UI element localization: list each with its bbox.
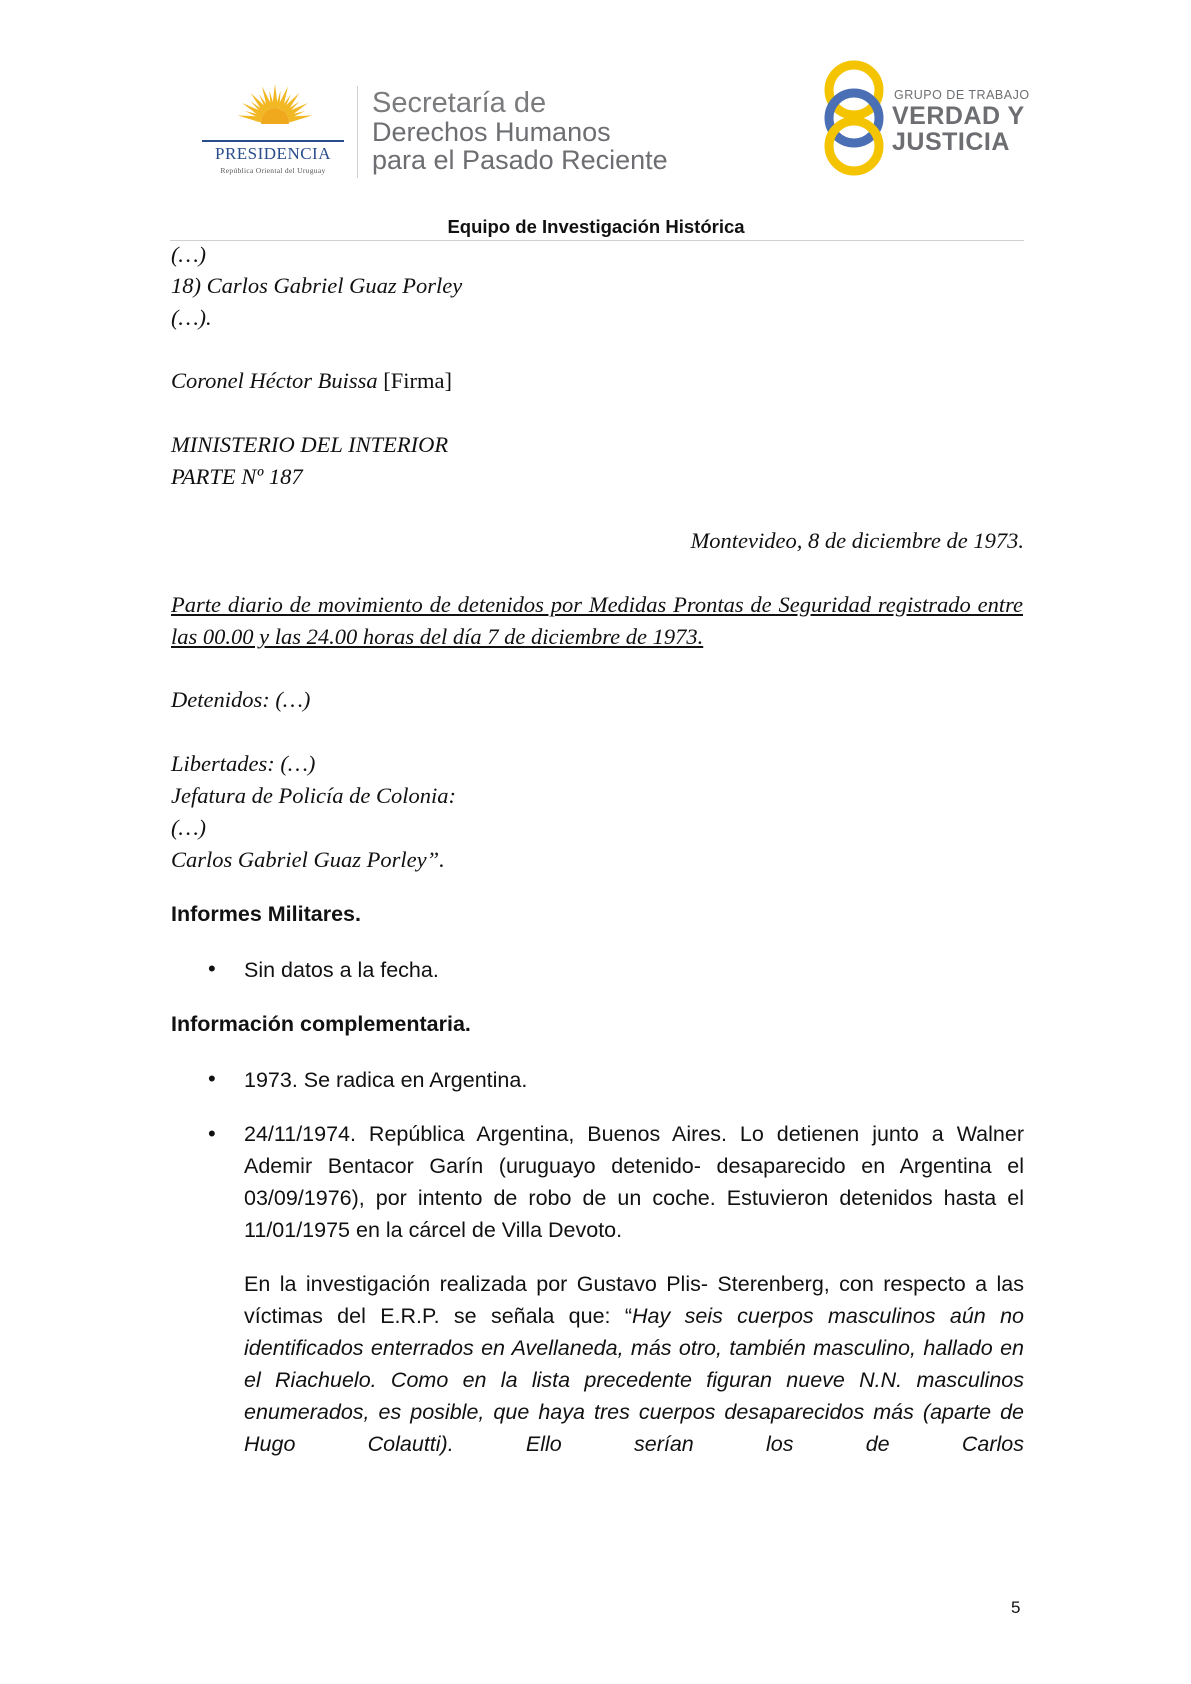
- signature-mark: [Firma]: [383, 368, 453, 393]
- sun-emblem-icon: [238, 82, 312, 142]
- secretaria-line1: Secretaría de: [372, 87, 547, 119]
- detenidos-line: Detenidos: (…): [171, 687, 311, 712]
- ellipsis-2: (…).: [171, 305, 212, 330]
- ellipsis-3: (…): [171, 815, 206, 840]
- ellipsis-1: (…): [171, 242, 206, 267]
- secretaria-line3: para el Pasado Reciente: [372, 145, 668, 175]
- presidencia-title: PRESIDENCIA: [214, 144, 331, 163]
- complementaria-heading: Información complementaria.: [171, 1012, 471, 1036]
- date-line: Montevideo, 8 de diciembre de 1973.: [690, 528, 1024, 553]
- signer-line: [171, 368, 452, 394]
- presidencia-subtitle: República Oriental del Uruguay: [220, 166, 326, 175]
- libertades-line: Libertades: (…): [171, 751, 316, 776]
- item-18: 18) Carlos Gabriel Guaz Porley: [171, 273, 463, 298]
- bullet-icon: •: [208, 1066, 216, 1091]
- subject-paragraph: Parte diario de movimiento de detenidos por Medidas Prontas de Seguridad registrado entre las 00.00 y las 24.00 horas del día 7 de diciembre de 1973.: [171, 592, 1023, 649]
- verdad-justicia-logo: [818, 58, 1028, 180]
- investigation-paragraph: [244, 1268, 1024, 1460]
- presidencia-rule: [202, 140, 344, 142]
- secretaria-line2: Derechos Humanos: [372, 117, 611, 147]
- signer-name: Coronel Héctor Buissa: [171, 368, 378, 393]
- team-title: Equipo de Investigación Histórica: [447, 216, 745, 237]
- closing-line: Carlos Gabriel Guaz Porley”.: [171, 847, 445, 872]
- verdad-label: VERDAD Y: [892, 102, 1025, 130]
- parte-line: PARTE Nº 187: [171, 464, 303, 489]
- bullet-icon: •: [208, 956, 216, 981]
- interlocked-rings-icon: [818, 58, 890, 180]
- informes-item: Sin datos a la fecha.: [244, 958, 439, 982]
- logo-divider: [357, 86, 358, 178]
- header-rule: [170, 240, 1024, 241]
- secretaria-logo-text: [372, 88, 668, 174]
- ministry-line: MINISTERIO DEL INTERIOR: [171, 432, 449, 457]
- jefatura-line: Jefatura de Policía de Colonia:: [171, 783, 456, 808]
- page-number: 5: [1011, 1598, 1021, 1617]
- complementaria-item: 1973. Se radica en Argentina.: [244, 1068, 528, 1092]
- justicia-label: JUSTICIA: [892, 128, 1010, 156]
- bullet-icon: •: [208, 1121, 216, 1146]
- presidencia-logo: [198, 82, 348, 178]
- paragraph-intro: En la investigación realizada por Gustavo Plis- Sterenberg, con respecto a las víctimas del E.R.P. se señala que: “: [244, 1272, 1024, 1328]
- grupo-label: GRUPO DE TRABAJO: [894, 88, 1030, 102]
- informes-heading: Informes Militares.: [171, 902, 361, 926]
- paragraph-quote: Hay seis cuerpos masculinos aún no identificados enterrados en Avellaneda, más otro, también masculino, hallado en el Riachuelo. Como en la lista precedente figuran nueve N.N. masculinos enumerados, es posible, que haya tres cuerpos desaparecidos más (aparte de Hugo Colautti). Ello serían los de Carlos: [244, 1304, 1025, 1456]
- complementaria-item: 24/11/1974. República Argentina, Buenos Aires. Lo detienen junto a Walner Ademir Bentacor Garín (uruguayo detenido- desaparecido en Argentina el 03/09/1976), por intento de robo de un coche. Estuvieron detenidos hasta el 11/01/1975 en la cárcel de Villa Devoto.: [244, 1122, 1024, 1242]
